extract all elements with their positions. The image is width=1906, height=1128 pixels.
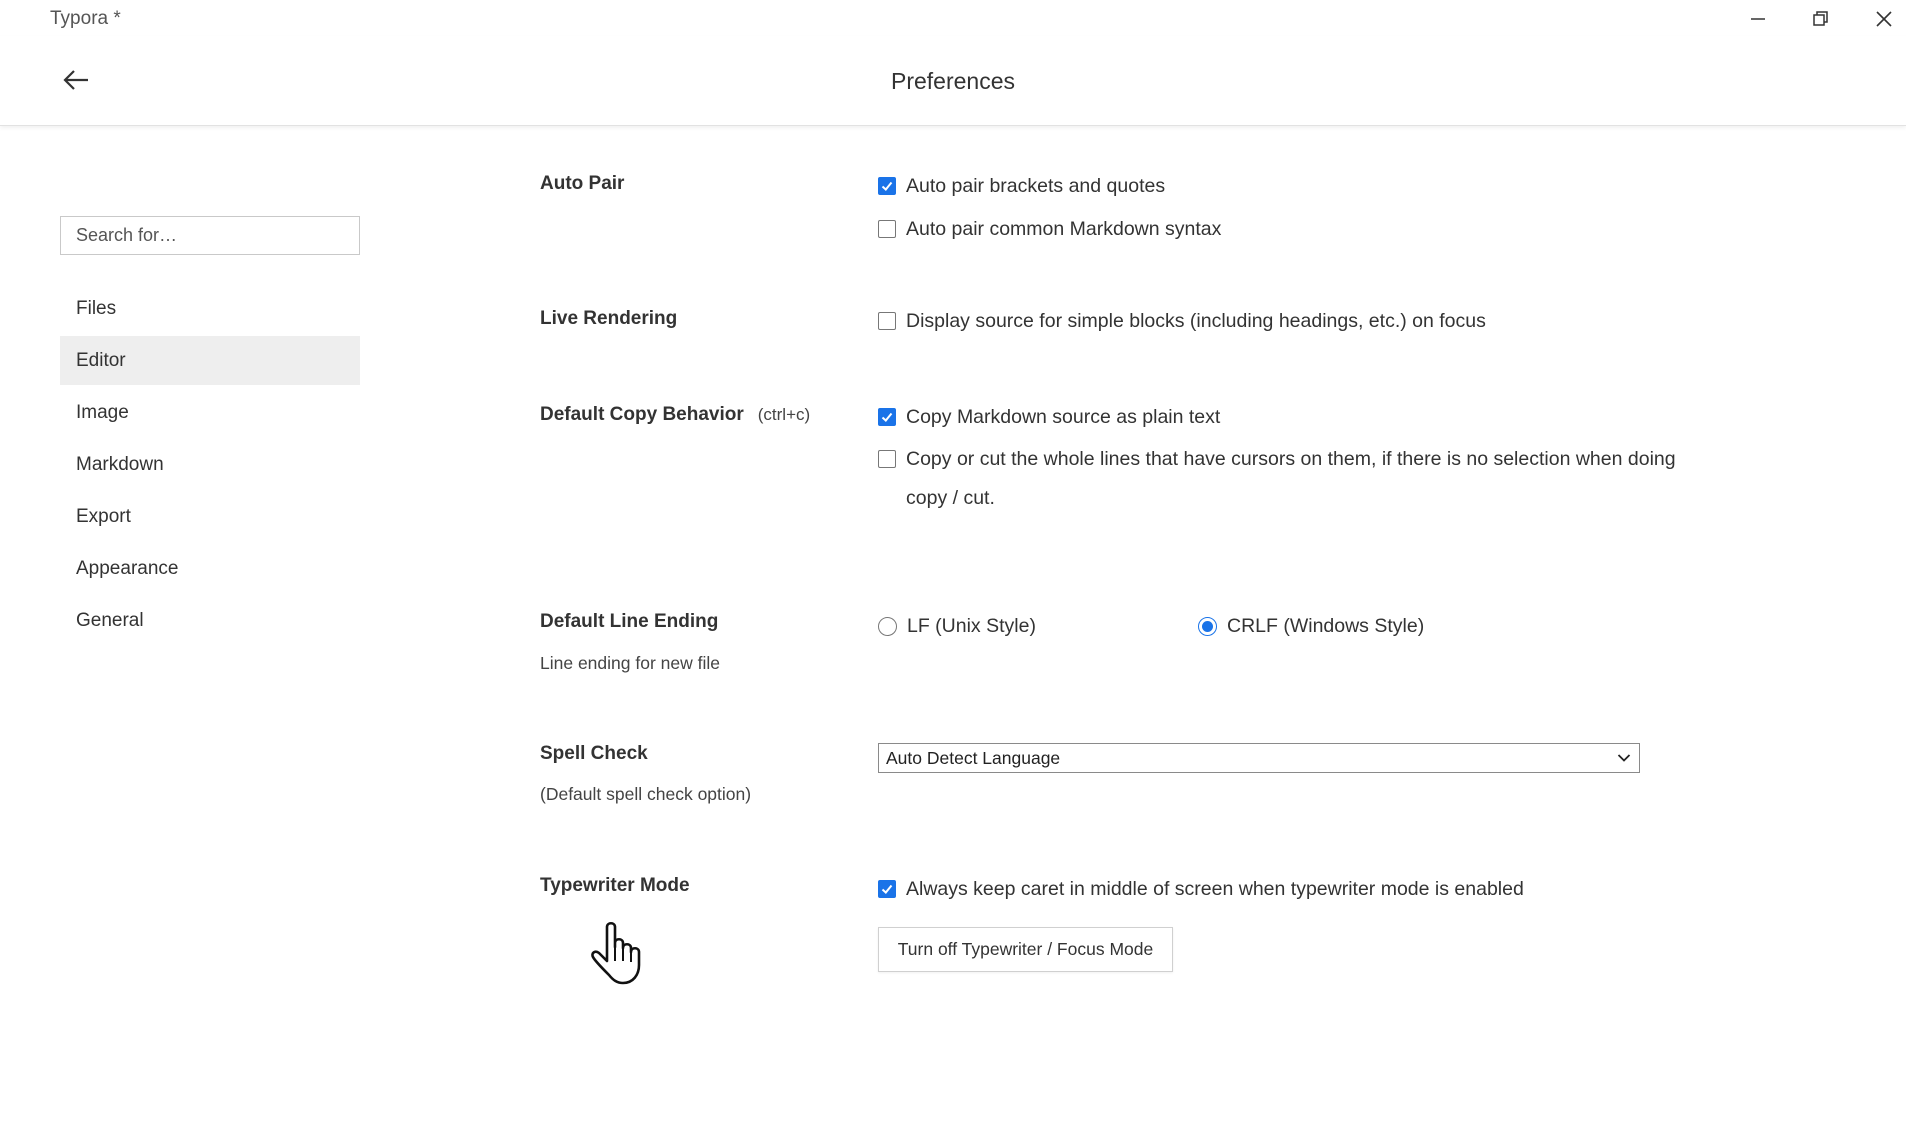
checkmark-icon (881, 180, 893, 192)
sidebar-item-label: Editor (76, 349, 126, 371)
option-label: Always keep caret in middle of screen when typewriter mode is enabled (906, 878, 1524, 900)
sidebar-item-appearance[interactable] (60, 544, 360, 593)
lf-radio[interactable] (878, 617, 897, 636)
close-button[interactable] (1867, 4, 1901, 34)
typewriter-mode-heading: Typewriter Mode (540, 875, 690, 896)
spell-check-subtitle: (Default spell check option) (540, 784, 752, 804)
copy-markdown-option[interactable] (878, 408, 1220, 437)
keep-caret-middle-option[interactable] (878, 880, 1524, 909)
option-label: CRLF (Windows Style) (1227, 615, 1425, 637)
preferences-header (0, 36, 1906, 126)
copy-whole-lines-checkbox[interactable] (878, 450, 896, 468)
crlf-radio[interactable] (1198, 617, 1217, 636)
live-rendering-heading: Live Rendering (540, 308, 678, 329)
sidebar-item-files[interactable] (60, 284, 360, 333)
sidebar-item-label: General (76, 609, 144, 631)
chevron-down-icon (1617, 752, 1631, 764)
hand-pointer-icon (585, 915, 653, 987)
page-title: Preferences (890, 68, 1015, 94)
auto-pair-brackets-checkbox[interactable] (878, 177, 896, 195)
line-ending-heading: Default Line Ending (540, 611, 719, 632)
option-label: Auto pair common Markdown syntax (906, 218, 1222, 240)
crlf-option[interactable] (1198, 617, 1424, 646)
sidebar-item-image[interactable] (60, 388, 360, 437)
turn-off-typewriter-button[interactable]: Turn off Typewriter / Focus Mode (878, 927, 1173, 972)
auto-pair-markdown-option[interactable] (878, 220, 1221, 249)
spell-check-heading: Spell Check (540, 743, 648, 764)
sidebar-item-label: Appearance (76, 557, 179, 579)
sidebar-item-label: Image (76, 401, 129, 423)
sidebar-item-markdown[interactable] (60, 440, 360, 489)
checkmark-icon (881, 411, 893, 423)
auto-pair-markdown-checkbox[interactable] (878, 220, 896, 238)
sidebar-item-label: Export (76, 505, 131, 527)
sidebar-item-general[interactable] (60, 596, 360, 645)
spell-check-select[interactable] (878, 743, 1640, 773)
title-bar (0, 0, 1906, 36)
minimize-icon (1750, 11, 1766, 27)
sidebar-item-export[interactable] (60, 492, 360, 541)
auto-pair-brackets-option[interactable] (878, 177, 1165, 206)
restore-icon (1812, 10, 1830, 28)
app-title: Typora * (50, 8, 121, 29)
option-label-line: copy / cut. (906, 487, 995, 509)
copy-behavior-title: Default Copy Behavior (540, 404, 744, 425)
copy-markdown-checkbox[interactable] (878, 408, 896, 426)
copy-shortcut-hint: (ctrl+c) (757, 405, 811, 424)
copy-whole-lines-option[interactable] (878, 450, 1676, 518)
sidebar-item-editor[interactable] (60, 336, 360, 385)
minimize-button[interactable] (1741, 4, 1775, 34)
option-label-line: Copy or cut the whole lines that have cursors on them, if there is no selection when doing (906, 448, 1676, 470)
display-source-option[interactable] (878, 312, 1486, 341)
search-input[interactable] (60, 216, 360, 255)
option-label: Auto pair brackets and quotes (906, 175, 1166, 197)
line-ending-subtitle: Line ending for new file (540, 653, 720, 673)
spell-check-selected-value: Auto Detect Language (886, 747, 1061, 768)
checkmark-icon (881, 883, 893, 895)
option-label: Copy Markdown source as plain text (906, 406, 1221, 428)
option-label: Display source for simple blocks (including headings, etc.) on focus (906, 310, 1486, 332)
auto-pair-heading: Auto Pair (540, 173, 625, 194)
lf-option[interactable] (878, 617, 1036, 646)
sidebar-nav (60, 284, 360, 648)
copy-behavior-heading (540, 404, 810, 426)
display-source-checkbox[interactable] (878, 312, 896, 330)
sidebar-item-label: Files (76, 297, 117, 319)
sidebar-item-label: Markdown (76, 453, 164, 475)
option-label: LF (Unix Style) (907, 615, 1036, 637)
keep-caret-middle-checkbox[interactable] (878, 880, 896, 898)
close-icon (1876, 11, 1892, 27)
restore-button[interactable] (1804, 4, 1838, 34)
option-label (906, 440, 1676, 518)
